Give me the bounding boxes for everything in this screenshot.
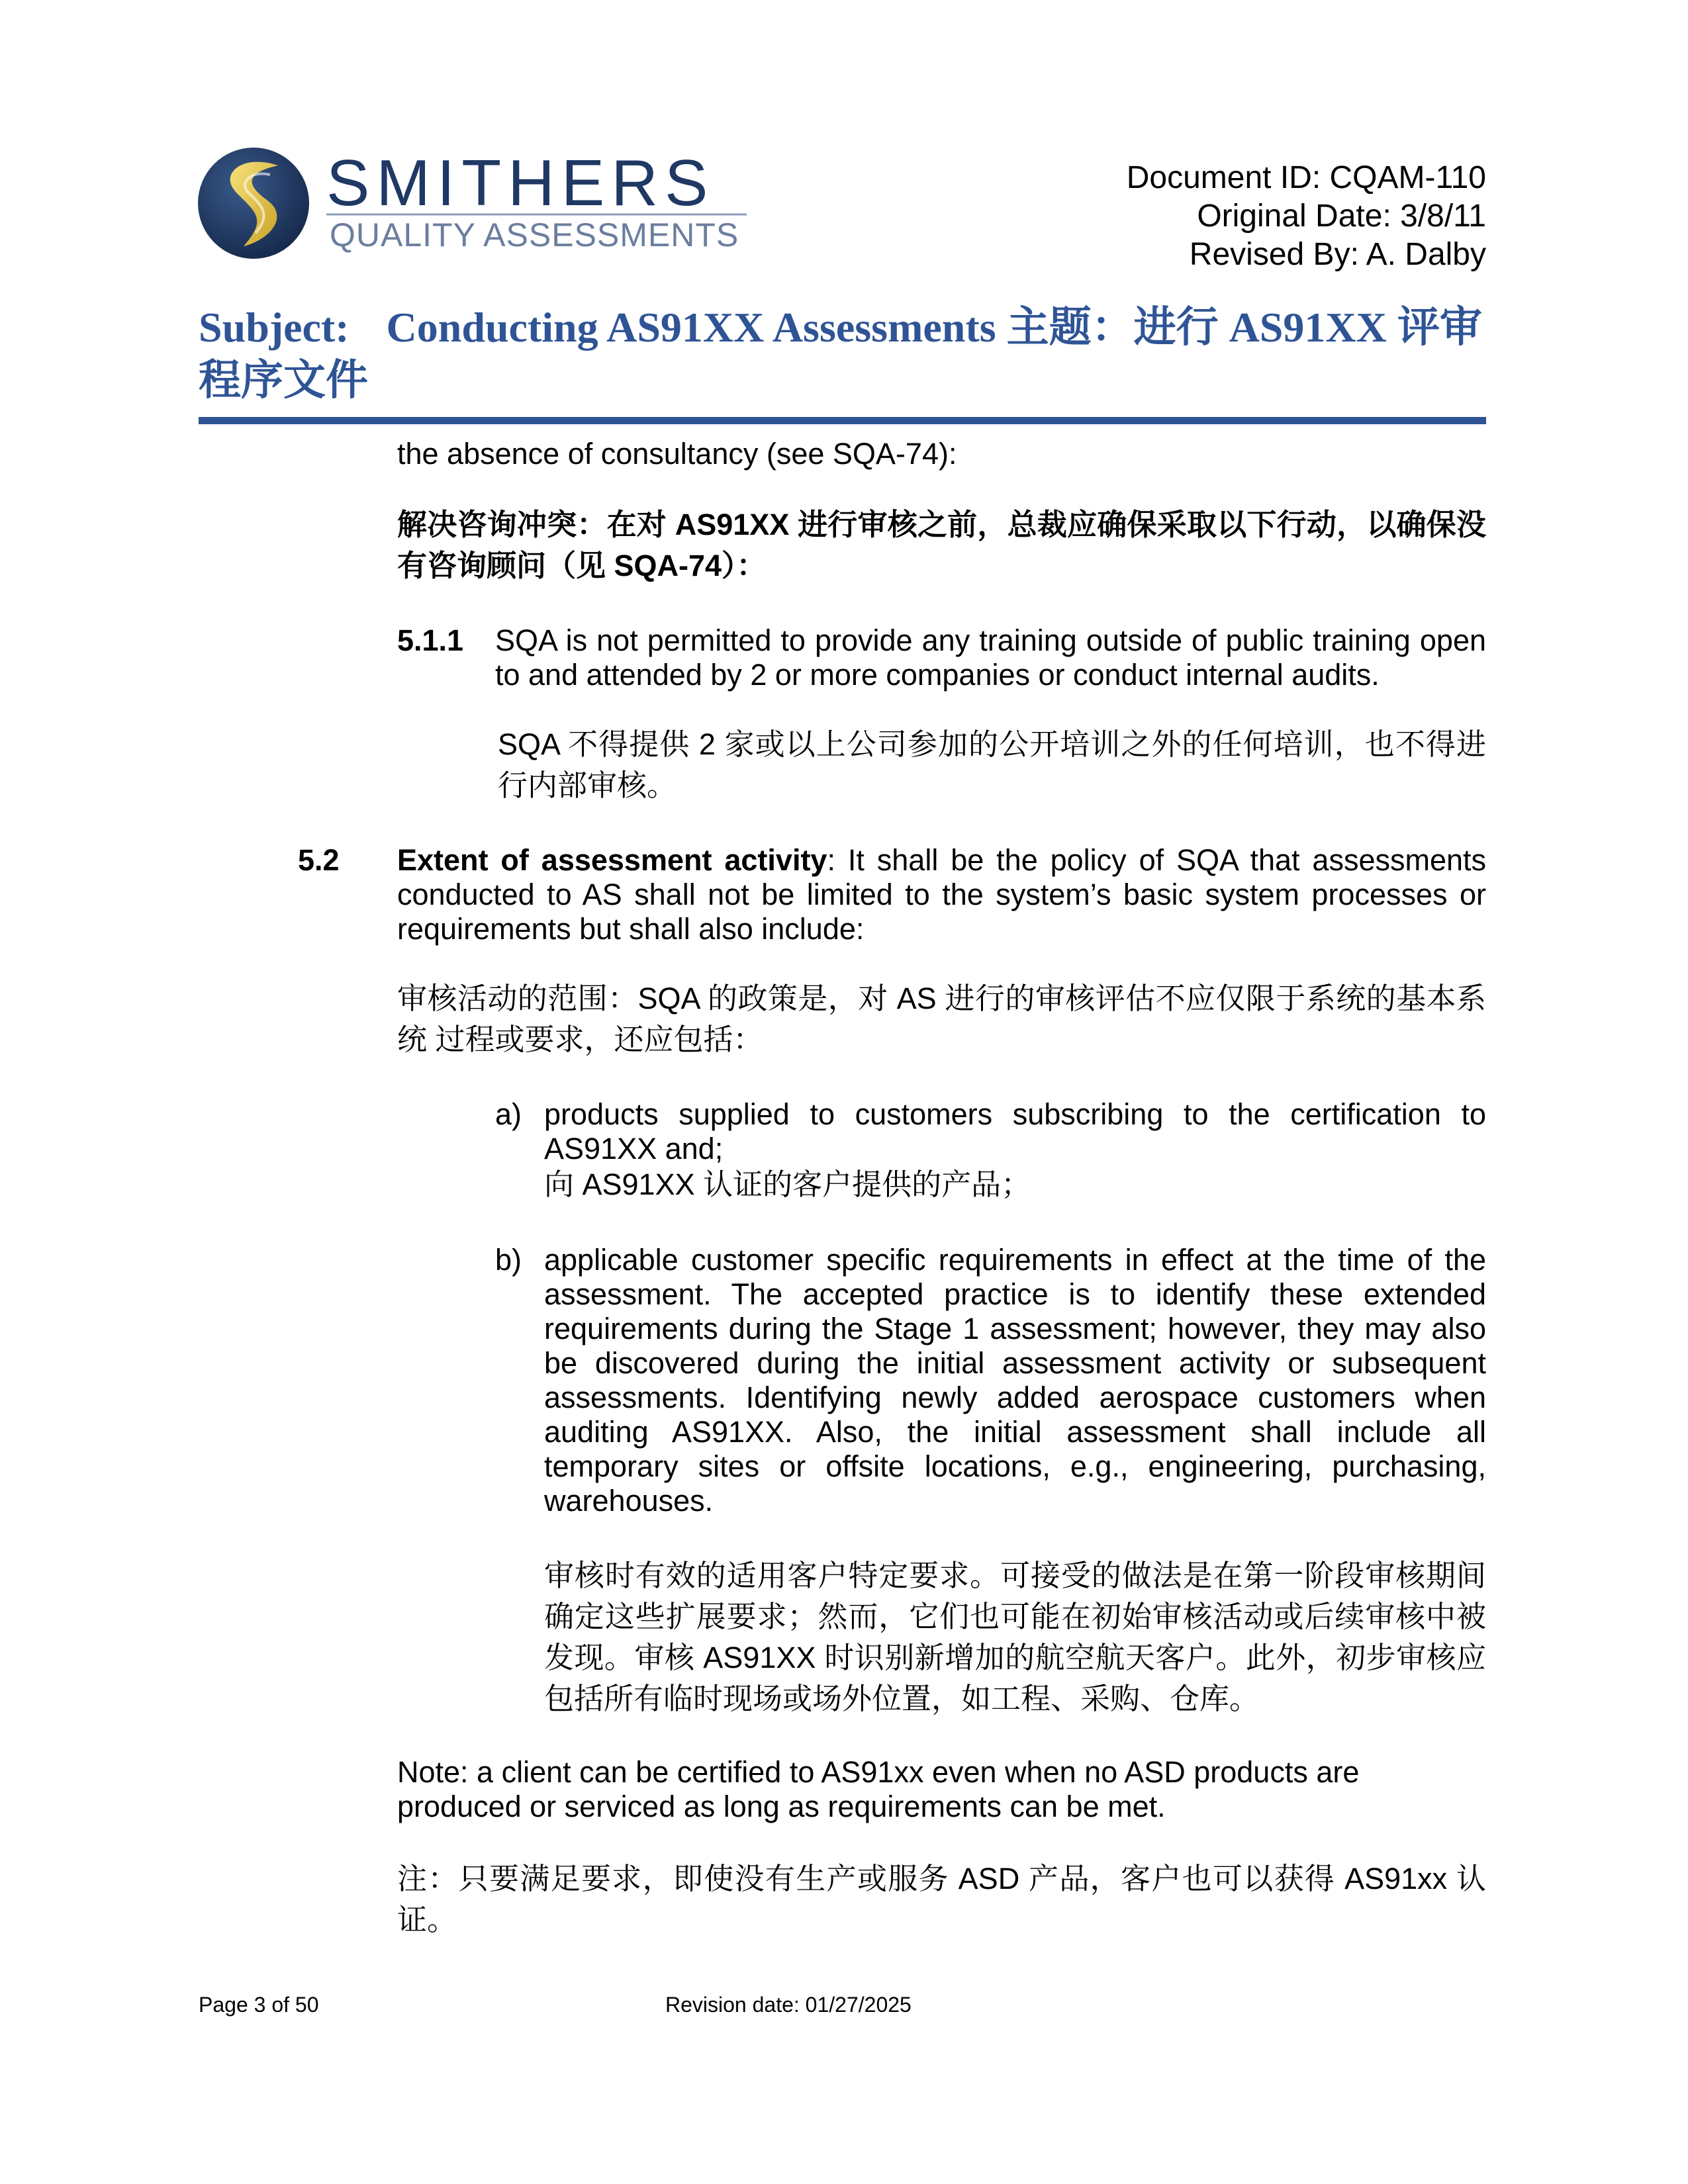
section-5-2-heading: Extent of assessment activity: [397, 843, 827, 877]
note-zh: 注：只要满足要求，即使没有生产或服务 ASD 产品，客户也可以获得 AS91xx 认证。: [397, 1862, 1486, 1936]
document-id: Document ID: CQAM-110: [1126, 160, 1486, 195]
header-rule: [199, 417, 1486, 424]
section-5-2-number: 5.2: [298, 843, 340, 877]
section-5-2-en: [397, 843, 1486, 946]
section-5-2-zh: 审核活动的范围：SQA 的政策是，对 AS 进行的审核评估不应仅限于系统的基本系统 过程或要求，还应包括：: [397, 981, 1486, 1056]
subject-title: Conducting AS91XX Assessments 主题：进行 AS91XX 评审: [386, 304, 1482, 351]
subject-heading: [199, 301, 1486, 407]
item-a-en: products supplied to customers subscribing to the certification to AS91XX and;: [544, 1097, 1486, 1165]
note-en: Note: a client can be certified to AS91xx even when no ASD products are produced or serviced as long as requirements can be met.: [397, 1755, 1360, 1823]
logo-wordmark: SMITHERS: [326, 147, 715, 219]
revised-by: Revised By: A. Dalby: [1189, 237, 1486, 272]
item-b-zh: 审核时有效的适用客户特定要求。可接受的做法是在第一阶段审核期间确定这些扩展要求；然而，它们也可能在初始审核活动或后续审核中被发现。审核 AS91XX 时识别新增加的航空航天客户。此外，初步审核应包括所有临时现场或场外位置，如工程、采购、仓库。: [544, 1559, 1486, 1715]
section-5-1-1-zh: SQA 不得提供 2 家或以上公司参加的公开培训之外的任何培训，也不得进行内部审核。: [498, 727, 1486, 802]
intro-en: the absence of consultancy (see SQA-74):: [397, 437, 957, 471]
subject-label: Subject:: [199, 304, 350, 351]
section-5-2-text: : It shall be the policy of SQA that assessments conducted to AS shall not be limited to the system’s basic system processes or requirements but shall also include:: [397, 843, 1487, 946]
intro-zh: 解决咨询冲突：在对 AS91XX 进行审核之前，总裁应确保采取以下行动，以确保没有咨询顾问（见 SQA-74）：: [397, 508, 1486, 582]
logo-tagline: QUALITY ASSESSMENTS: [330, 216, 739, 253]
revision-date: Revision date: 01/27/2025: [665, 1993, 912, 2017]
item-a-marker: a): [495, 1097, 522, 1131]
item-b-en: applicable customer specific requirements in effect at the time of the assessment. The accepted practice is to identify these extended requirements during the Stage 1 assessment; however, they may also be discovered during the initial assessment activity or subsequent assessments. Identifying newly added aerospace customers when auditing AS91XX. Also, the initial assessment shall include all temporary sites or offsite locations, e.g., engineering, purchasing, warehouses.: [544, 1243, 1486, 1518]
original-date: Original Date: 3/8/11: [1197, 199, 1486, 234]
smithers-logo: [197, 147, 753, 259]
item-a-zh: 向 AS91XX 认证的客户提供的产品；: [544, 1167, 1031, 1201]
subject-title-continued: 程序文件: [199, 357, 368, 404]
document-info: [1127, 159, 1486, 274]
item-b-marker: b): [495, 1243, 522, 1277]
page-number: Page 3 of 50: [199, 1993, 319, 2017]
section-5-1-1-en: SQA is not permitted to provide any training outside of public training open to and attended by 2 or more companies or conduct internal audits.: [495, 623, 1486, 692]
section-5-1-1-number: 5.1.1: [397, 623, 464, 657]
